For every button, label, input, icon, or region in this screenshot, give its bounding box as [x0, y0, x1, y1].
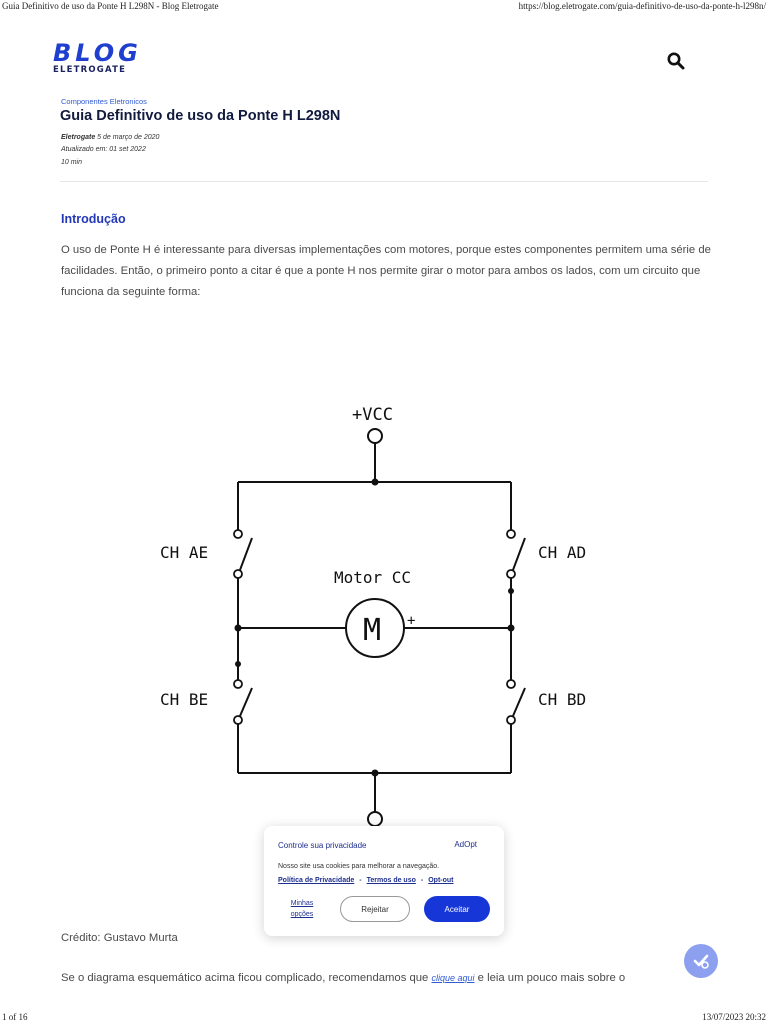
- switch-label-ch-ad: CH AD: [538, 543, 587, 562]
- image-credit: Crédito: Gustavo Murta: [61, 932, 178, 944]
- print-page-url: https://blog.eletrogate.com/guia-definitivo-de-uso-da-ponte-h-l298n/: [518, 1, 766, 11]
- article-read-time: 10 min: [61, 159, 83, 166]
- second-paragraph-text-start: Se o diagrama esquemático acima ficou complicado, recomendamos que: [61, 972, 432, 984]
- cookie-links: [278, 877, 454, 884]
- logo-text: BLOG: [53, 39, 142, 67]
- cookie-text: Nosso site usa cookies para melhorar a navegação.: [278, 863, 440, 870]
- blog-logo[interactable]: [53, 39, 142, 75]
- switch-label-ch-be: CH BE: [160, 690, 209, 709]
- article-byline: [61, 134, 159, 141]
- second-paragraph-text-end: e leia um pouco mais sobre o: [474, 972, 626, 984]
- print-footer: [0, 1010, 768, 1024]
- cookie-consent-dialog: [264, 826, 504, 936]
- motor-plus: +: [407, 613, 416, 629]
- opt-out-link[interactable]: Opt-out: [428, 877, 454, 884]
- h-bridge-diagram: [150, 400, 610, 830]
- terms-of-use-link[interactable]: Termos de uso: [366, 877, 416, 884]
- search-icon: [666, 51, 686, 71]
- print-datetime: 13/07/2023 20:32: [702, 1012, 766, 1022]
- search-button[interactable]: [666, 51, 686, 71]
- article-author[interactable]: Eletrogate: [61, 134, 96, 141]
- header-divider: [60, 181, 708, 182]
- link-separator: -: [420, 877, 424, 884]
- vcc-terminal: [368, 429, 382, 443]
- motor-letter: M: [363, 613, 382, 648]
- logo-subtext: ELETROGATE: [53, 65, 127, 75]
- floating-action-button[interactable]: [684, 944, 718, 978]
- reject-button[interactable]: Rejeitar: [340, 896, 410, 922]
- check-badge-icon: [691, 951, 711, 971]
- motor-label: Motor CC: [334, 568, 412, 587]
- second-paragraph: [61, 972, 625, 984]
- cookie-options-link[interactable]: Minhas opções: [290, 900, 314, 918]
- switch-label-ch-bd: CH BD: [538, 690, 587, 709]
- article-category[interactable]: Componentes Eletronicos: [61, 97, 147, 106]
- print-header: [0, 0, 768, 14]
- switch-label-ch-ae: CH AE: [160, 543, 209, 562]
- link-separator: -: [359, 877, 362, 884]
- click-here-link[interactable]: clique aqui: [431, 973, 475, 983]
- accept-button[interactable]: Aceitar: [424, 896, 490, 922]
- print-page-title: Guia Definitivo de uso da Ponte H L298N - Blog Eletrogate: [2, 1, 219, 11]
- privacy-policy-link[interactable]: Política de Privacidade: [278, 877, 355, 884]
- article-date: 5 de março de 2020: [95, 134, 160, 141]
- article-updated: Atualizado em: 01 set 2022: [61, 146, 146, 153]
- print-page-number: 1 of 16: [2, 1012, 28, 1022]
- intro-paragraph: O uso de Ponte H é interessante para diversas implementações com motores, porque estes componentes permitem uma série de facilidades. Então, o primeiro ponto a citar é que a ponte H nos permite girar o motor para ambos os lados, com um circuito que funciona da seguinte forma:: [61, 244, 711, 298]
- section-heading: Introdução: [61, 212, 126, 226]
- vcc-label: +VCC: [352, 405, 393, 425]
- article-title: Guia Definitivo de uso da Ponte H L298N: [60, 108, 341, 124]
- gnd-terminal: [368, 812, 382, 826]
- cookie-title: Controle sua privacidade: [278, 841, 367, 850]
- cookie-brand[interactable]: AdOpt: [454, 840, 477, 849]
